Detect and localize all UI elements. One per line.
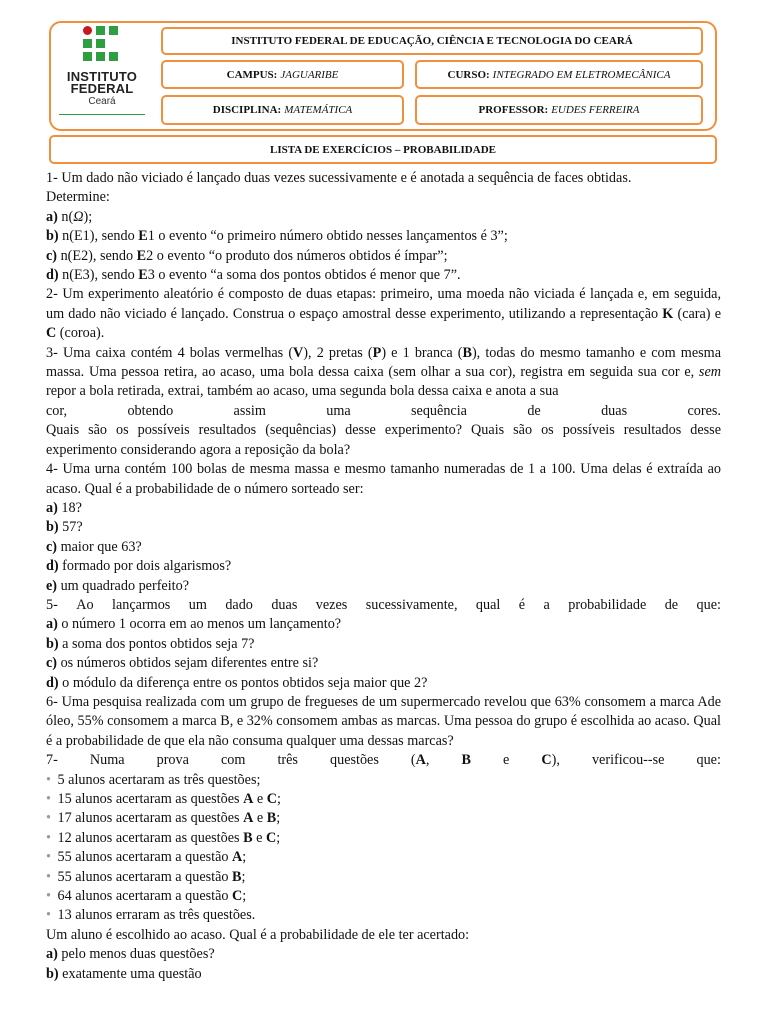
q3-justified-line: cor, obtendo assim uma sequência de duas cores. [46, 402, 721, 419]
q5-item-c: c) os números obtidos sejam diferentes entre si? [46, 655, 319, 672]
bullet-icon: • [46, 888, 51, 905]
campus-box [161, 60, 404, 89]
list-title-box [49, 135, 717, 164]
bullet-icon: • [46, 907, 51, 924]
q5-item-d: d) o módulo da diferença entre os pontos obtidos seja maior que 2? [46, 674, 428, 691]
professor-box [415, 95, 703, 125]
q1-determine: Determine: [46, 189, 110, 206]
q7-bullet-2: • 15 alunos acertaram as questões A e C; [46, 791, 281, 807]
q7-bullet-8: • 13 alunos erraram as três questões. [46, 907, 256, 924]
bullet-icon: • [46, 868, 51, 885]
professor-value: EUDES FERREIRA [551, 104, 640, 116]
disciplina-box [161, 95, 404, 125]
list-title: LISTA DE EXERCÍCIOS – PROBABILIDADE [270, 143, 496, 156]
logo-subtitle: Ceará [88, 96, 116, 107]
q5-item-a: a) o número 1 ocorra em ao menos um lançamento? [46, 616, 342, 633]
q7-bullet-4: • 12 alunos acertaram as questões B e C; [46, 829, 281, 846]
q1-item-d: d) n(E3), sendo E3 o evento “a soma dos pontos obtidos é menor que 7”. [46, 267, 461, 284]
q4-item-c: c) maior que 63? [46, 538, 142, 555]
bullet-icon: • [46, 771, 51, 788]
logo-grid-icon [83, 26, 119, 62]
campus-value: JAGUARIBE [280, 68, 339, 81]
q6-text: 6- Uma pesquisa realizada com um grupo de fregueses de um supermercado revelou que 63% consomem a marca Ade óleo, 55% consomem a marca B, e 32% consomem ambas as marcas. Uma pessoa do grupo é escolhida ao acaso. Qual é a probabilidade de que ela não consuma qualquer uma dessas marcas? [46, 693, 721, 749]
q7-choose: Um aluno é escolhido ao acaso. Qual é a probabilidade de ele ter acertado: [46, 926, 470, 943]
bullet-icon: • [46, 791, 51, 807]
q7-stem: 7- Numa prova com três questões (A, B e C), verificou--se que: [46, 752, 721, 769]
q1-item-a: a) n(Ω); [46, 208, 93, 225]
q1-stem: 1- Um dado não viciado é lançado duas vezes sucessivamente e é anotada a sequência de faces obtidas. [46, 170, 632, 186]
q7-bullet-5: • 55 alunos acertaram a questão A; [46, 849, 247, 866]
q7-bullet-6: • 55 alunos acertaram a questão B; [46, 868, 246, 885]
institution-box [161, 27, 703, 55]
q7-bullet-7: • 64 alunos acertaram a questão C; [46, 888, 247, 905]
q4-stem: 4- Uma urna contém 100 bolas de mesma massa e mesmo tamanho numeradas de 1 a 100. Uma delas é extraída ao acaso. Qual é a probabilidade de o número sorteado ser: [46, 461, 721, 497]
curso-value: INTEGRADO EM ELETROMECÂNICA [492, 68, 671, 81]
disciplina-value: MATEMÁTICA [284, 104, 353, 116]
logo-title: INSTITUTO FEDERAL [66, 69, 138, 96]
q7-item-b: b) exatamente uma questão [46, 965, 202, 982]
q4-item-d: d) formado por dois algarismos? [46, 558, 232, 575]
q7-item-a: a) pelo menos duas questões? [46, 946, 215, 963]
exercise-list [46, 169, 721, 984]
campus-label: CAMPUS: [226, 68, 278, 81]
q3-text: 3- Uma caixa contém 4 bolas vermelhas (V), 2 pretas (P) e 1 branca (B), todas do mesmo tamanho e com mesma massa. Uma pessoa retira, ao acaso, uma bola dessa caixa (sem olhar a sua cor), registra em seguida sua cor e, sem repor a bola retirada, extrai, também ao acaso, uma segunda bola dessa caixa e anota a sua [46, 344, 721, 400]
bullet-icon: • [46, 849, 51, 866]
bullet-icon: • [46, 829, 51, 846]
institution-name: INSTITUTO FEDERAL DE EDUCAÇÃO, CIÊNCIA E TECNOLOGIA DO CEARÁ [231, 35, 633, 47]
q3-questions: Quais são os possíveis resultados (sequências) desse experimento? Quais são os possíveis resultados desse experimento considerando agora a reposição da bola? [46, 422, 721, 458]
q7-bullet-3: • 17 alunos acertaram as questões A e B; [46, 810, 281, 827]
q5-item-b: b) a soma dos pontos obtidos seja 7? [46, 635, 255, 652]
q2-text: 2- Um experimento aleatório é composto de duas etapas: primeiro, uma moeda não viciada é lançada e, em seguida, um dado não viciado é lançado. Construa o espaço amostral desse experimento, utilizando a representação K (cara) e C (coroa). [46, 286, 721, 342]
q4-item-a: a) 18? [46, 499, 82, 516]
q7-bullet-1: • 5 alunos acertaram as três questões; [46, 771, 261, 788]
q5-stem: 5- Ao lançarmos um dado duas vezes sucessivamente, qual é a probabilidade de que: [46, 596, 721, 613]
q4-item-b: b) 57? [46, 519, 83, 536]
q1-item-b: b) n(E1), sendo E1 o evento “o primeiro número obtido nesses lançamentos é 3”; [46, 228, 508, 245]
curso-box [415, 60, 703, 89]
curso-label: CURSO: [447, 68, 490, 81]
professor-label: PROFESSOR: [478, 104, 549, 116]
bullet-icon: • [46, 810, 51, 827]
logo-divider [59, 114, 145, 115]
institute-logo [57, 26, 153, 120]
disciplina-label: DISCIPLINA: [212, 104, 282, 116]
q4-item-e: e) um quadrado perfeito? [46, 577, 189, 594]
q1-item-c: c) n(E2), sendo E2 o evento “o produto dos números obtidos é ímpar”; [46, 247, 448, 264]
